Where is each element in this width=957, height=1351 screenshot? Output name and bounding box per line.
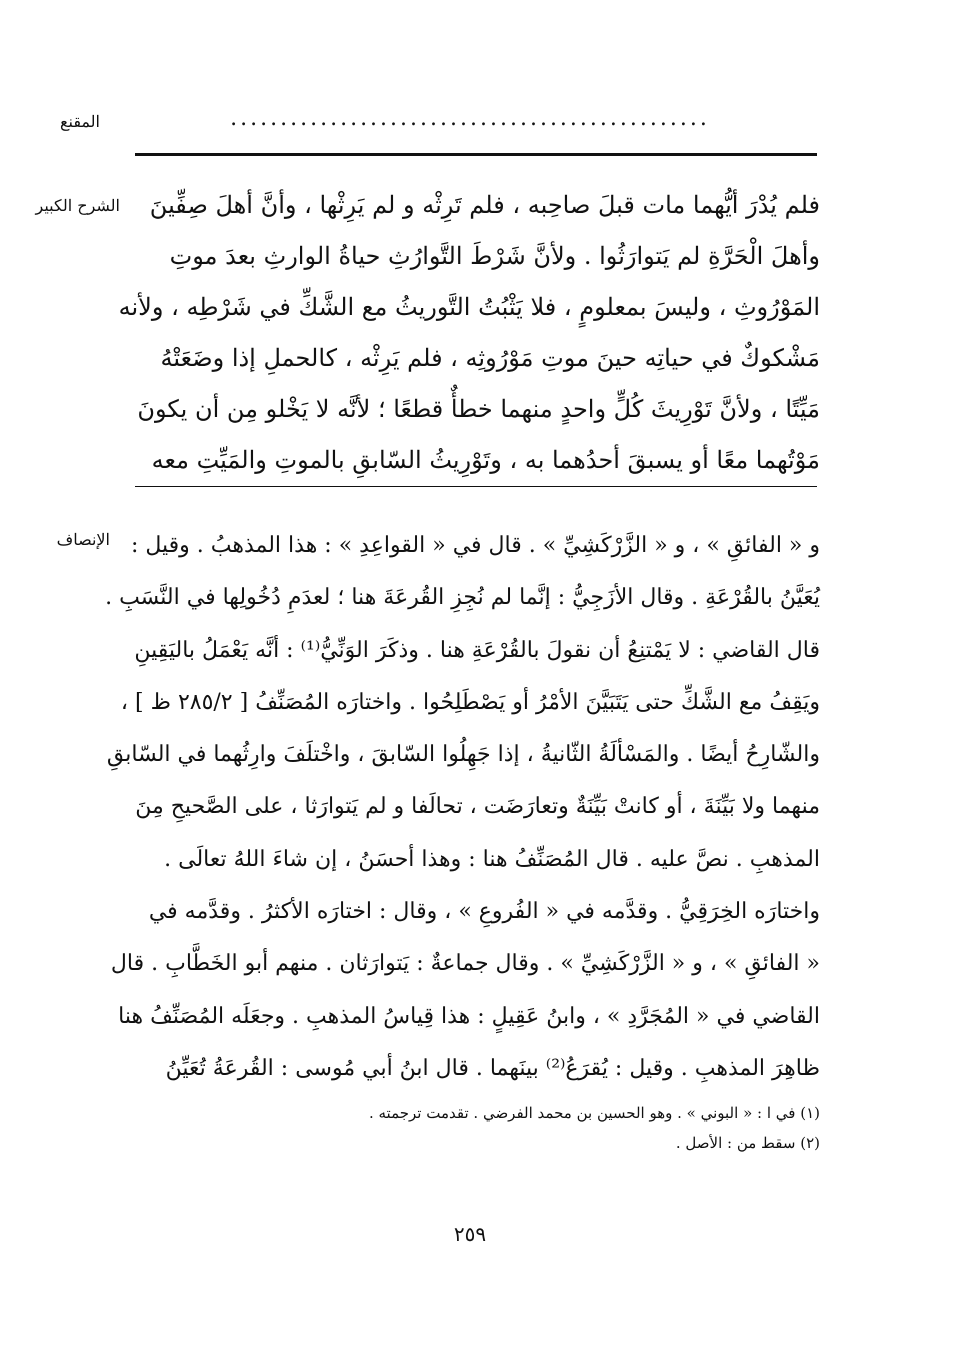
book-title: المقنع (59, 112, 100, 131)
insaf-line: ظاهِرَ المذهبِ . وقيل : يُقرَعُ⁽²⁾ بينَهما . قال ابنُ أبي مُوسى : القُرعَةُ تُعَيِّنُ (165, 1055, 820, 1081)
footnotes (300, 1098, 820, 1158)
insaf-line: ويَقِفُ مع الشَّكِّ حتى يَتَبَيَّنَ الأمْرُ أو يَصْطَلِحُوا . واختارَه المُصَنِّفُ [ ٢٨٥/٢ ظ ] ، (120, 689, 820, 715)
insaf-line: قال القاضي : لا يَمْتنِعُ أن نقولَ بالقُرْعَةِ هنا . وذكَرَ الوَنِّيُّ⁽¹⁾ : أنَّه يَعْمَلُ باليَقِينِ (134, 637, 820, 663)
insaf-line: واختارَه الخِرَقِيُّ . وقدَّمه في « الفُروعِ » ، وقال : اختارَه الأكثرُ . وقدَّمه في (148, 899, 820, 925)
section-divider (135, 486, 817, 487)
section-label-insaf: الإنصاف (56, 530, 110, 549)
header-dots: ................................................ (230, 106, 710, 131)
section-label-sharh: الشرح الكبير (35, 196, 120, 215)
sharh-text-block (118, 180, 820, 486)
sharh-line: المَوْرُوثِ ، وليسَ بمعلومٍ ، فلا يَثْبُتُ التَّوريثُ مع الشَّكِّ في شَرْطِه ، ولأنه (118, 293, 820, 321)
sharh-line: وأهلَ الْحَرَّةِ لم يَتوارَثُوا . ولأنَّ شَرْطَ التَّوارُثِ حياةُ الوارثِ بعدَ موتِ (169, 242, 820, 270)
insaf-line: « الفائقِ » ، و « الزَّرْكَشِيِّ » . وقال جماعةٌ : يَتوارَثان . منهم أبو الخَطَّابِ . قال (110, 951, 820, 977)
sharh-line: مَوْتُهما معًا أو يسبقَ أحدُهما به ، وتَوْرِيثُ السّابقِ بالموتِ والمَيِّتِ معه (151, 446, 820, 474)
footnote: (٢) سقط من : الأصل . (675, 1134, 820, 1152)
insaf-line: المذهبِ . نصَّ عليه . قال المُصَنِّفُ هنا : وهذا أحسَنُ ، إن شاءَ اللهُ تعالَى . (164, 846, 820, 872)
header-rule (135, 153, 817, 156)
sharh-line: مَيِّتًا ، ولأنَّ تَوْرِيثَ كُلٍّ واحدٍ منهما خطأٌ قطعًا ؛ لأنَّه لا يَخْلو مِن أن يكونَ (137, 395, 820, 423)
sharh-line: فلم يُدْرَ أيُّهما مات قبلَ صاحِبه ، فلم تَرِثْه و لم يَرِثْها ، وأنَّ أهلَ صِفِّينَ (149, 191, 820, 219)
insaf-line: والشّارِحُ أيضًا . والمَسْألَةُ الثّانيةُ ، إذا جَهِلُوا السّابقَ ، واخْتلَفَ وارِثُهما في السّابقِ (106, 742, 820, 768)
insaf-line: القاضي في « المُجَرَّدِ » ، وابنُ عَقِيلٍ : هذا قِياسُ المذهبِ . وجعَلَه المُصَنِّفُ هنا (118, 1003, 820, 1029)
sharh-line: مَشْكوكٌ في حياتِه حينَ موتِ مَوْرُوثِه ، فلم يَرِثْه ، كالحملِ إذا وضَعَتْهُ (160, 344, 820, 372)
insaf-line: منهما ولا بَيِّنَةَ ، أو كانتْ بَيِّنَةٌ وتعارَضَت ، تحالَفا و لم يَتوارَثا ، على الصَّحيحِ مِنَ (135, 794, 820, 820)
insaf-text-block (105, 520, 820, 1095)
insaf-line: يُعَيَّنُ بالقُرْعَةِ . وقال الأزَجِيُّ : إنَّما لم نُجِزِ القُرعَةَ هنا ؛ لعدَمِ دُخُولِها في النَّسَبِ . (105, 585, 820, 611)
insaf-line: و « الفائقِ » ، و « الزَّرْكَشِيِّ » . قال في « القواعِدِ » : هذا المذهبُ . وقيل : (130, 533, 820, 558)
page-number: ٢٥٩ (453, 1222, 487, 1246)
footnote: (١) في ا : « البوني » . وهو الحسين بن محمد الفرضي . تقدمت ترجمته . (368, 1104, 820, 1122)
